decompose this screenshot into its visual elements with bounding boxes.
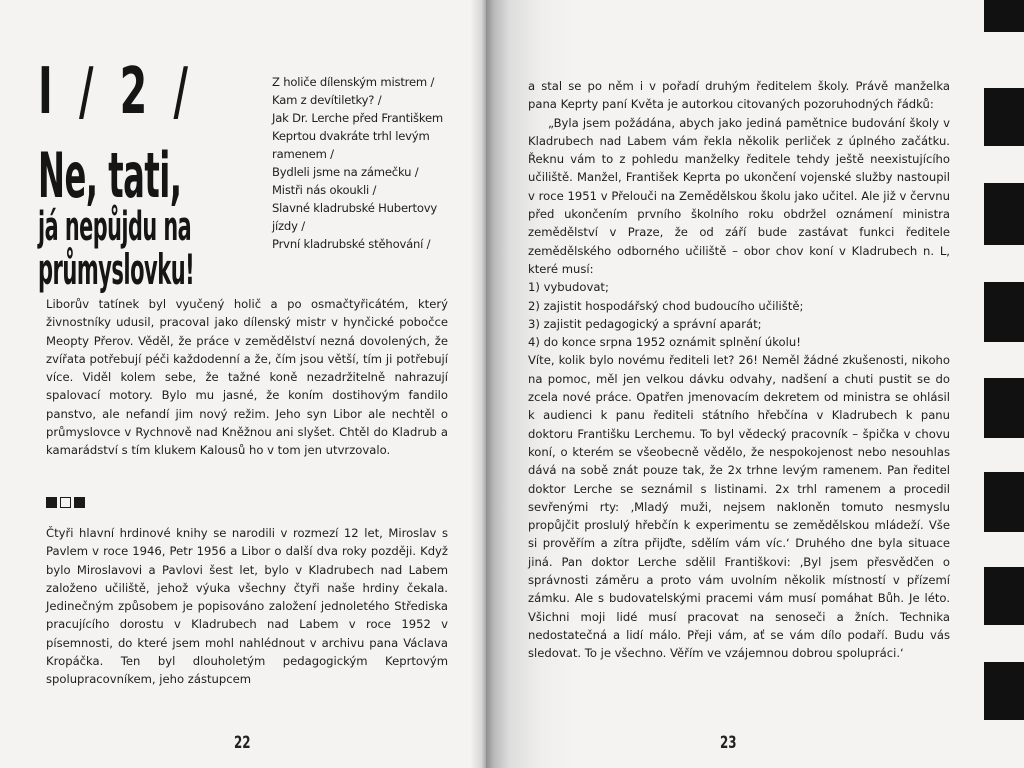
contents-line: Z holiče dílenským mistrem /	[272, 75, 435, 89]
right-page	[486, 0, 1024, 768]
paragraph: Víte, kolik bylo novému řediteli let? 26! Neměl žádné zkušenosti, nikoho na pomoc, měl jen velkou dávku odvahy, nadšení a chuti pustit se do zcela nové práce. Opatřen jmenovacím dekretem od ministra se ohlásil k audienci k panu řediteli státního hřebčína v Kladrubech k panu doktoru Františku Lerchemu. To byl vědecký pracovník – špička v chovu koní, o kterém se všeobecně vědělo, že nespokojenost nebo nesouhlas dává na sobě znát pouze tak, že 2x trhne levým ramenem. Pan ředitel doktor Lerche se seznámil s listinami. 2x trhl ramenem a procedil sevřenými rty: ‚Mladý muži, nejsem nakloněn tomuto nesmyslu propůjčit proslulý hřebčín k experimentu se zemědělskou mládeží. Vše si prověřím a zítra přijďte, sdělím vám víc.‘ Druhého dne byla situace jiná. Pan doktor Lerche sdělil Františkovi: ‚Byl jsem přesvědčen o správnosti záměru a proto vám uvolním několik místností v přízemí zámku. Ale s budovatelskými pracemi vám musí pomáhat Bůh. Je léto. Všichni moji lidé musí pracovat na senoseči a žních. Technika nedostatečná a lidí málo. Přeji vám, ať se vám dílo podaří. Budu vás sledovat. To je všechno. Věřím ve vzájemnou dobrou spolupráci.‘	[528, 353, 950, 661]
contents-line: Bydleli jsme na zámečku /	[272, 165, 419, 179]
list-item: 1) vybudovat;	[528, 280, 609, 295]
paragraph: Čtyři hlavní hrdinové knihy se narodili v rozmezí 12 let, Miroslav s Pavlem v roce 1946, Petr 1956 a Libor o další dva roky později. Když bylo Miroslavovi a Pavlovi šest let, bylo v Kladrubech nad Labem založeno učiliště, jehož výuka všechny čtyři naše hrdiny čekala. Jedinečným způsobem je popisováno založení jednoletého Střediska pracujícího dorostu v Kladrubech nad Labem v roce 1952 v písemnosti, do které jsem mohl nahlédnout v archivu pana Václava Kropáčka. Ten byl dlouholetým pedagogickým Keprtovým spolupracovníkem, jeho zástupcem	[46, 526, 448, 687]
chapter-title-line-2: já nepůjdu na	[38, 204, 192, 250]
page-number-right: 23	[720, 733, 737, 753]
left-page	[0, 0, 486, 768]
empty-square-icon	[60, 497, 71, 508]
filled-square-icon	[46, 497, 57, 508]
list-item: 3) zajistit pedagogický a správní aparát;	[528, 316, 762, 331]
thumb-index-tab	[984, 567, 1024, 625]
filled-square-icon	[74, 497, 85, 508]
contents-line: jízdy /	[272, 219, 305, 233]
book-gutter	[470, 0, 486, 768]
chapter-title-line-3: průmyslovku!	[38, 245, 195, 294]
list-item: 4) do konce srpna 1952 oznámit splnění úkolu!	[528, 335, 801, 350]
contents-line: Kam z devítiletky? /	[272, 93, 382, 107]
chapter-number: I / 2 /	[38, 55, 195, 129]
thumb-index-tab	[984, 378, 1024, 438]
chapter-title-line-1: Ne, tati,	[38, 139, 182, 212]
contents-line: Mistři nás okoukli /	[272, 183, 377, 197]
paragraph: Liborův tatínek byl vyučený holič a po osmačtyřicátém, který živnostníky udusil, pracoval jako dílenský mistr v hynčické pobočce Meopty Přerov. Věděl, že práce v zemědělství nezná dovolených, že zvířata potřebují péči každodenní a že, čím jsou větší, tím ji potřebují více. Viděl kolem sebe, že tažné koně nezadržitelně nahrazují spalovací motory. Bylo mu jasné, že koním dostihovým fandilo panstvo, ale nefandí jim nový režim. Jeho syn Libor ale nechtěl o průmyslovce v Rychnově nad Kněžnou ani slyšet. Chtěl do Kladrub a kamarádství s tím klukem Kalousů ho v tom jen utvrzovalo.	[46, 297, 448, 458]
thumb-index-tab	[984, 183, 1024, 245]
thumb-index-tab	[984, 662, 1024, 720]
contents-line: Jak Dr. Lerche před Františkem	[272, 111, 443, 125]
right-body-text	[528, 77, 950, 663]
body-paragraph	[46, 524, 448, 689]
thumb-index-tab	[984, 472, 1024, 532]
page-number-left: 22	[234, 733, 251, 753]
intro-paragraph	[46, 295, 448, 460]
contents-line: První kladrubské stěhování /	[272, 237, 431, 251]
thumb-index-tab	[984, 282, 1024, 342]
list-item: 2) zajistit hospodářský chod budoucího učiliště;	[528, 298, 804, 313]
quote-paragraph: „Byla jsem požádána, abych jako jediná pamětnice budování školy v Kladrubech nad Labem vám řekla několik perliček z úplného začátku. Řeknu vám to z pohledu manželky ředitele tehdy ještě neexistujícího učiliště. Manžel, František Keprta po ukončení vojenské služby nastoupil v roce 1951 v Přelouči na Zemědělskou školu jako učitel. Ale již v červnu před ukončením prvního školního roku obdržel oznámení ministra zemědělství v Praze, že od září bude zastávat funkci ředitele zemědělského odborného učiliště – obor chov koní v Kladrubech n. L, které musí:	[528, 115, 950, 276]
section-marker	[46, 497, 85, 509]
paragraph: a stal se po něm i v pořadí druhým ředitelem školy. Právě manželka pana Keprty paní Květa je autorkou citovaných pozoruhodných řádků:	[528, 79, 950, 112]
contents-line: Slavné kladrubské Hubertovy	[272, 201, 438, 215]
thumb-index-tab	[984, 88, 1024, 146]
contents-line: Keprtou dvakráte trhl levým	[272, 129, 430, 143]
thumb-index-tab	[984, 0, 1024, 32]
contents-line: ramenem /	[272, 147, 334, 161]
chapter-contents	[272, 73, 472, 253]
